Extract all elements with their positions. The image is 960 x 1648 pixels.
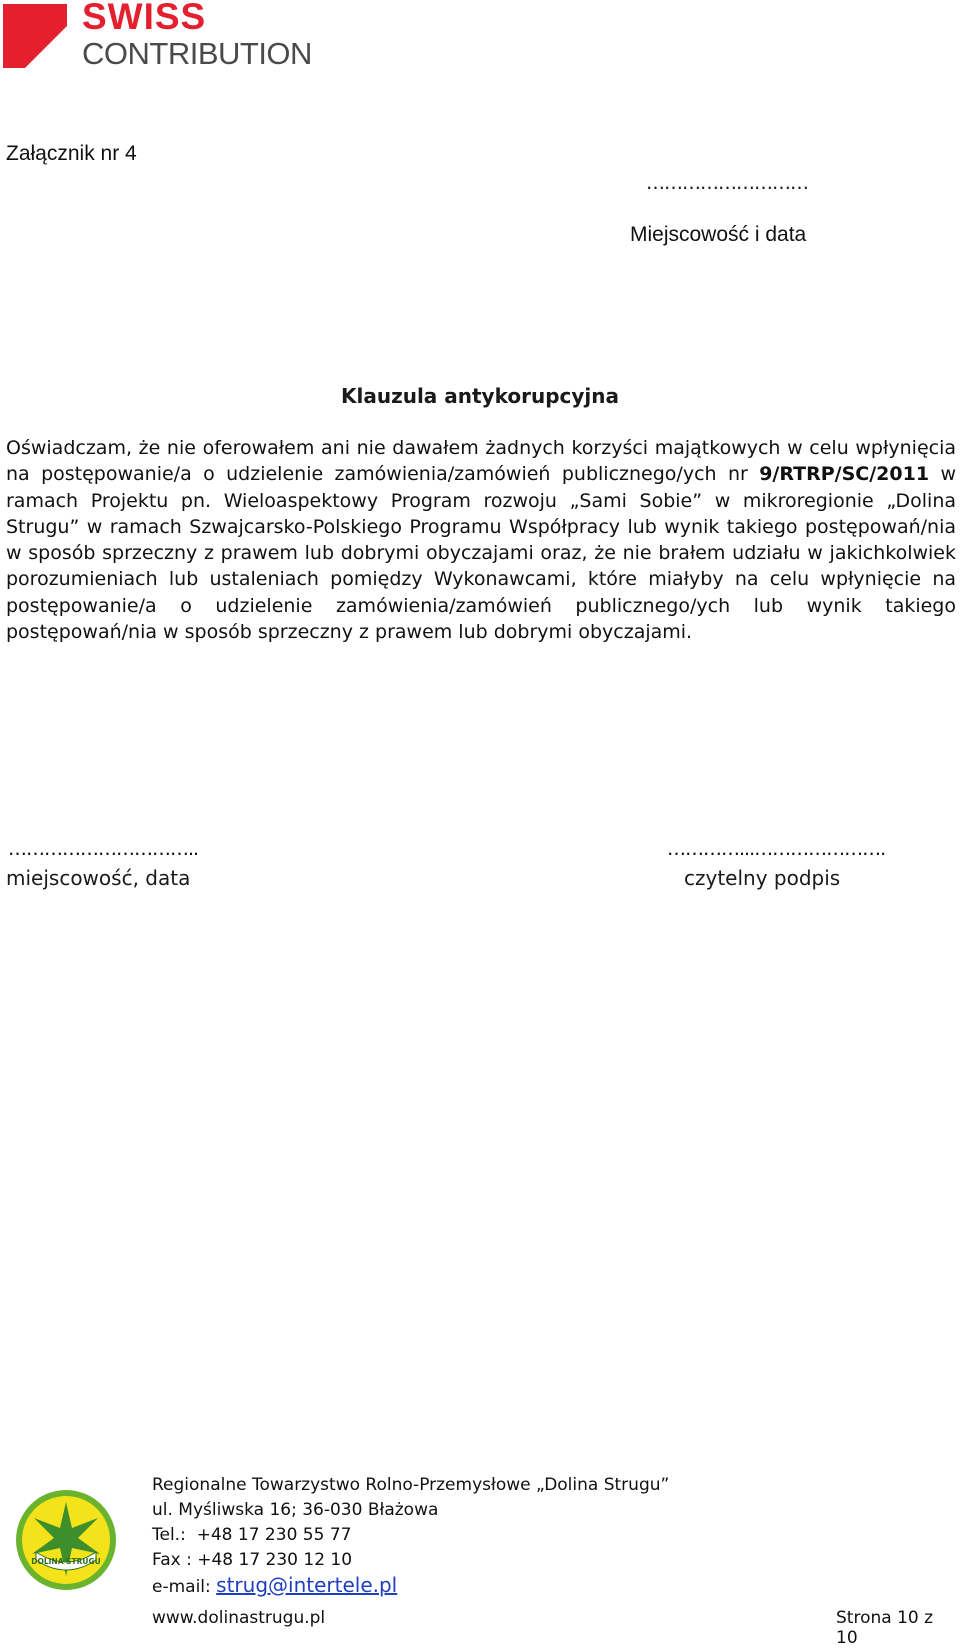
- footer-fax: Fax : +48 17 230 12 10: [152, 1550, 353, 1570]
- email-link[interactable]: strug@intertele.pl: [216, 1573, 398, 1597]
- footer-email-label: e-mail:: [152, 1577, 217, 1597]
- reference-number: 9/RTRP/SC/2011: [759, 463, 930, 486]
- signature-label: czytelny podpis: [684, 866, 841, 890]
- signature-dots: …………...………………….: [667, 838, 886, 860]
- footer-organization: Regionalne Towarzystwo Rolno-Przemysłowe „Dolina Strugu”: [152, 1475, 670, 1495]
- place-date-signature-dots: …………………………..: [8, 838, 199, 860]
- declaration-part2: w ramach Projektu pn. Wieloaspektowy Program rozwoju „Sami Sobie” w mikroregionie „Dolina Strugu” w ramach Szwajcarsko-Polskiego Programu Współpracy lub wynik takiego postępowań/nia w sposób sprzeczny z prawem lub dobrymi obyczajami oraz, że nie brałem udziału w jakichkolwiek porozumieniach lub ustaleniach pomiędzy Wykonawcami, które miałyby na celu wpłynięcie na postępowanie/a o udzielenie zamówienia/zamówień publicznego/ych lub wynik takiego postępowań/nia w sposób sprzeczny z prawem lub dobrymi obyczajami.: [6, 463, 956, 644]
- logo-swiss-text: SWISS: [82, 0, 207, 37]
- logo-text: DOLINA STRUGU: [31, 1557, 101, 1566]
- footer-address: ul. Myśliwska 16; 36-030 Błażowa: [152, 1500, 439, 1520]
- place-date-signature-label: miejscowość, data: [6, 866, 191, 890]
- footer-email: [152, 1573, 397, 1597]
- footer-phone: Tel.: +48 17 230 55 77: [152, 1525, 352, 1545]
- document-title: Klauzula antykorupcyjna: [340, 384, 620, 408]
- footer-website: www.dolinastrugu.pl: [152, 1608, 326, 1628]
- place-date-dots: ………………………: [646, 172, 808, 194]
- place-date-label: Miejscowość i data: [630, 223, 807, 246]
- dolina-strugu-logo: [14, 1488, 118, 1592]
- declaration-part1: Oświadczam, że nie oferowałem ani nie dawałem żadnych korzyści majątkowych w celu wpłynięcia na postępowanie/a o udzielenie zamówienia/zamówień publicznego/ych nr: [6, 437, 956, 486]
- logo-contribution-text: CONTRIBUTION: [82, 36, 312, 71]
- page-number: Strona 10 z 10: [836, 1608, 934, 1648]
- declaration-paragraph: [6, 435, 956, 645]
- swiss-flag-icon: [3, 4, 67, 68]
- attachment-label: Załącznik nr 4: [6, 142, 137, 165]
